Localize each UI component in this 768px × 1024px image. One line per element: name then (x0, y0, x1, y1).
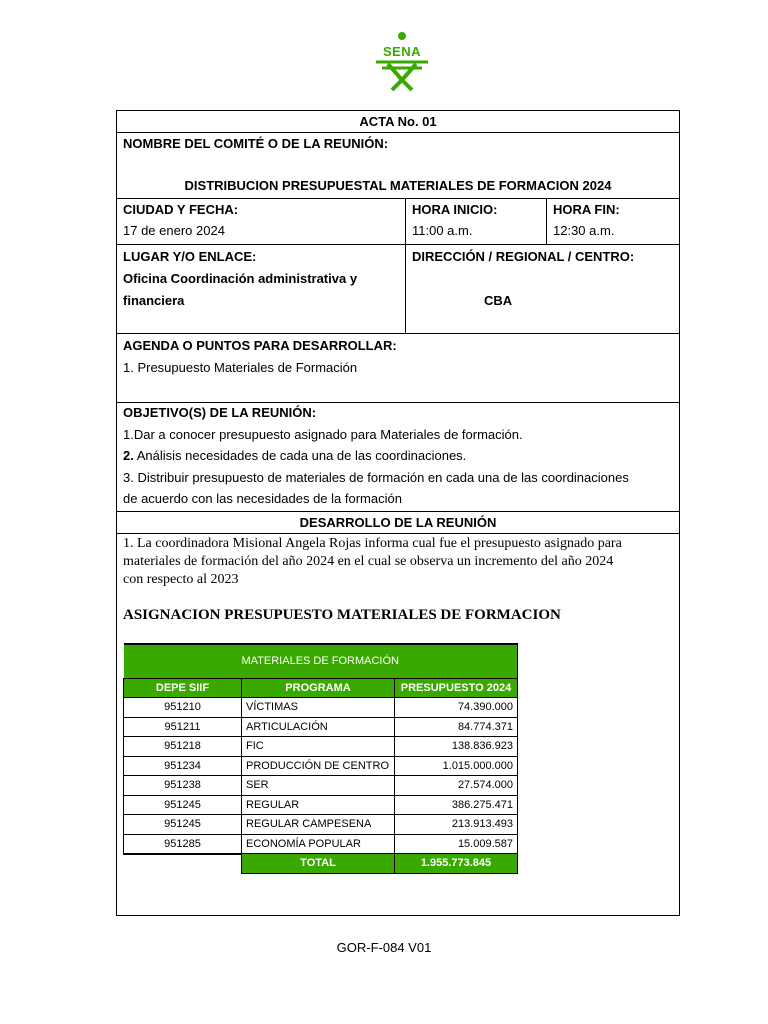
program-cell: ARTICULACIÓN (242, 717, 395, 737)
objectives-row (117, 403, 679, 512)
col-header-depe: DEPE SIIF (124, 678, 242, 698)
development-header-row (117, 512, 679, 534)
budget-table-title-row (124, 644, 518, 678)
development-label: DESARROLLO DE LA REUNIÓN (299, 515, 497, 530)
budget-table-header (124, 678, 518, 698)
program-cell: ECONOMÍA POPULAR (242, 834, 395, 854)
program-cell: PRODUCCIÓN DE CENTRO (242, 756, 395, 776)
budget-cell: 386.275.471 (395, 795, 518, 815)
depe-cell: 951210 (124, 698, 242, 718)
total-value: 1.955.773.845 (395, 854, 518, 874)
depe-cell: 951211 (124, 717, 242, 737)
place-value-line2: financiera (123, 293, 185, 308)
budget-cell: 27.574.000 (395, 776, 518, 796)
table-row (124, 834, 518, 854)
budget-cell: 213.913.493 (395, 815, 518, 835)
agenda-item: 1. Presupuesto Materiales de Formación (123, 360, 358, 375)
place-label: LUGAR Y/O ENLACE: (123, 249, 257, 264)
program-cell: REGULAR (242, 795, 395, 815)
place-row (117, 245, 679, 334)
assignment-title: ASIGNACION PRESUPUESTO MATERIALES DE FORMACION (123, 607, 561, 623)
acta-number: ACTA No. 01 (359, 114, 437, 129)
agenda-row (117, 334, 679, 403)
sena-logo-icon (370, 32, 434, 92)
agenda-label: AGENDA O PUNTOS PARA DESARROLLAR: (123, 338, 397, 353)
direction-value: CBA (484, 293, 513, 308)
depe-cell: 951218 (124, 737, 242, 757)
table-row (124, 815, 518, 835)
col-header-program: PROGRAMA (242, 678, 395, 698)
development-line2: materiales de formación del año 2024 en el cual se observa un incremento del año 2024 (123, 554, 614, 569)
table-row (124, 737, 518, 757)
date-time-row (117, 199, 679, 245)
budget-cell: 1.015.000.000 (395, 756, 518, 776)
table-row (124, 756, 518, 776)
depe-cell: 951245 (124, 815, 242, 835)
program-cell: REGULAR CAMPESENA (242, 815, 395, 835)
budget-total-row (124, 854, 518, 874)
table-row (124, 776, 518, 796)
footer-code: GOR-F-084 V01 (336, 940, 432, 955)
start-time-cell (405, 199, 547, 244)
budget-cell: 15.009.587 (395, 834, 518, 854)
start-time-value: 11:00 a.m. (412, 223, 473, 238)
development-line3: con respecto al 2023 (123, 572, 239, 587)
budget-cell: 84.774.371 (395, 717, 518, 737)
city-date-value: 17 de enero 2024 (123, 223, 225, 238)
depe-cell: 951234 (124, 756, 242, 776)
objective-2-number: 2. (123, 448, 134, 463)
budget-cell: 74.390.000 (395, 698, 518, 718)
depe-cell: 951245 (124, 795, 242, 815)
depe-cell: 951238 (124, 776, 242, 796)
total-label: TOTAL (242, 854, 395, 874)
program-cell: SER (242, 776, 395, 796)
objective-3-line2: de acuerdo con las necesidades de la formación (123, 491, 402, 506)
end-time-value: 12:30 a.m. (553, 223, 615, 238)
development-line1: 1. La coordinadora Misional Angela Rojas informa cual fue el presupuesto asignado para (123, 536, 622, 551)
budget-table-title: MATERIALES DE FORMACIÓN (124, 644, 518, 678)
sena-logo-text: SENA (382, 44, 422, 59)
budget-cell: 138.836.923 (395, 737, 518, 757)
depe-cell: 951285 (124, 834, 242, 854)
committee-label: NOMBRE DEL COMITÉ O DE LA REUNIÓN: (123, 136, 389, 151)
program-cell: FIC (242, 737, 395, 757)
end-time-label: HORA FIN: (553, 202, 620, 217)
meeting-name: DISTRIBUCION PRESUPUESTAL MATERIALES DE FORMACION 2024 (184, 178, 612, 193)
direction-label: DIRECCIÓN / REGIONAL / CENTRO: (412, 249, 635, 264)
objective-2-text: Análisis necesidades de cada una de las coordinaciones. (133, 448, 467, 463)
place-value-line1: Oficina Coordinación administrativa y (123, 271, 358, 286)
acta-document (116, 110, 680, 916)
objective-1: 1.Dar a conocer presupuesto asignado para Materiales de formación. (123, 427, 523, 442)
table-row (124, 698, 518, 718)
end-time-cell (546, 199, 679, 244)
objective-3-line1: 3. Distribuir presupuesto de materiales de formación en cada una de las coordinaciones (123, 470, 629, 485)
budget-table (123, 643, 518, 874)
acta-number-row (117, 111, 679, 133)
table-row (124, 717, 518, 737)
col-header-budget: PRESUPUESTO 2024 (395, 678, 518, 698)
table-row (124, 795, 518, 815)
objective-2 (123, 448, 466, 463)
start-time-label: HORA INICIO: (412, 202, 498, 217)
objectives-label: OBJETIVO(S) DE LA REUNIÓN: (123, 405, 317, 420)
total-spacer (124, 854, 242, 874)
committee-row (117, 133, 679, 199)
program-cell: VÍCTIMAS (242, 698, 395, 718)
city-date-label: CIUDAD Y FECHA: (123, 202, 239, 217)
direction-cell (405, 245, 679, 333)
